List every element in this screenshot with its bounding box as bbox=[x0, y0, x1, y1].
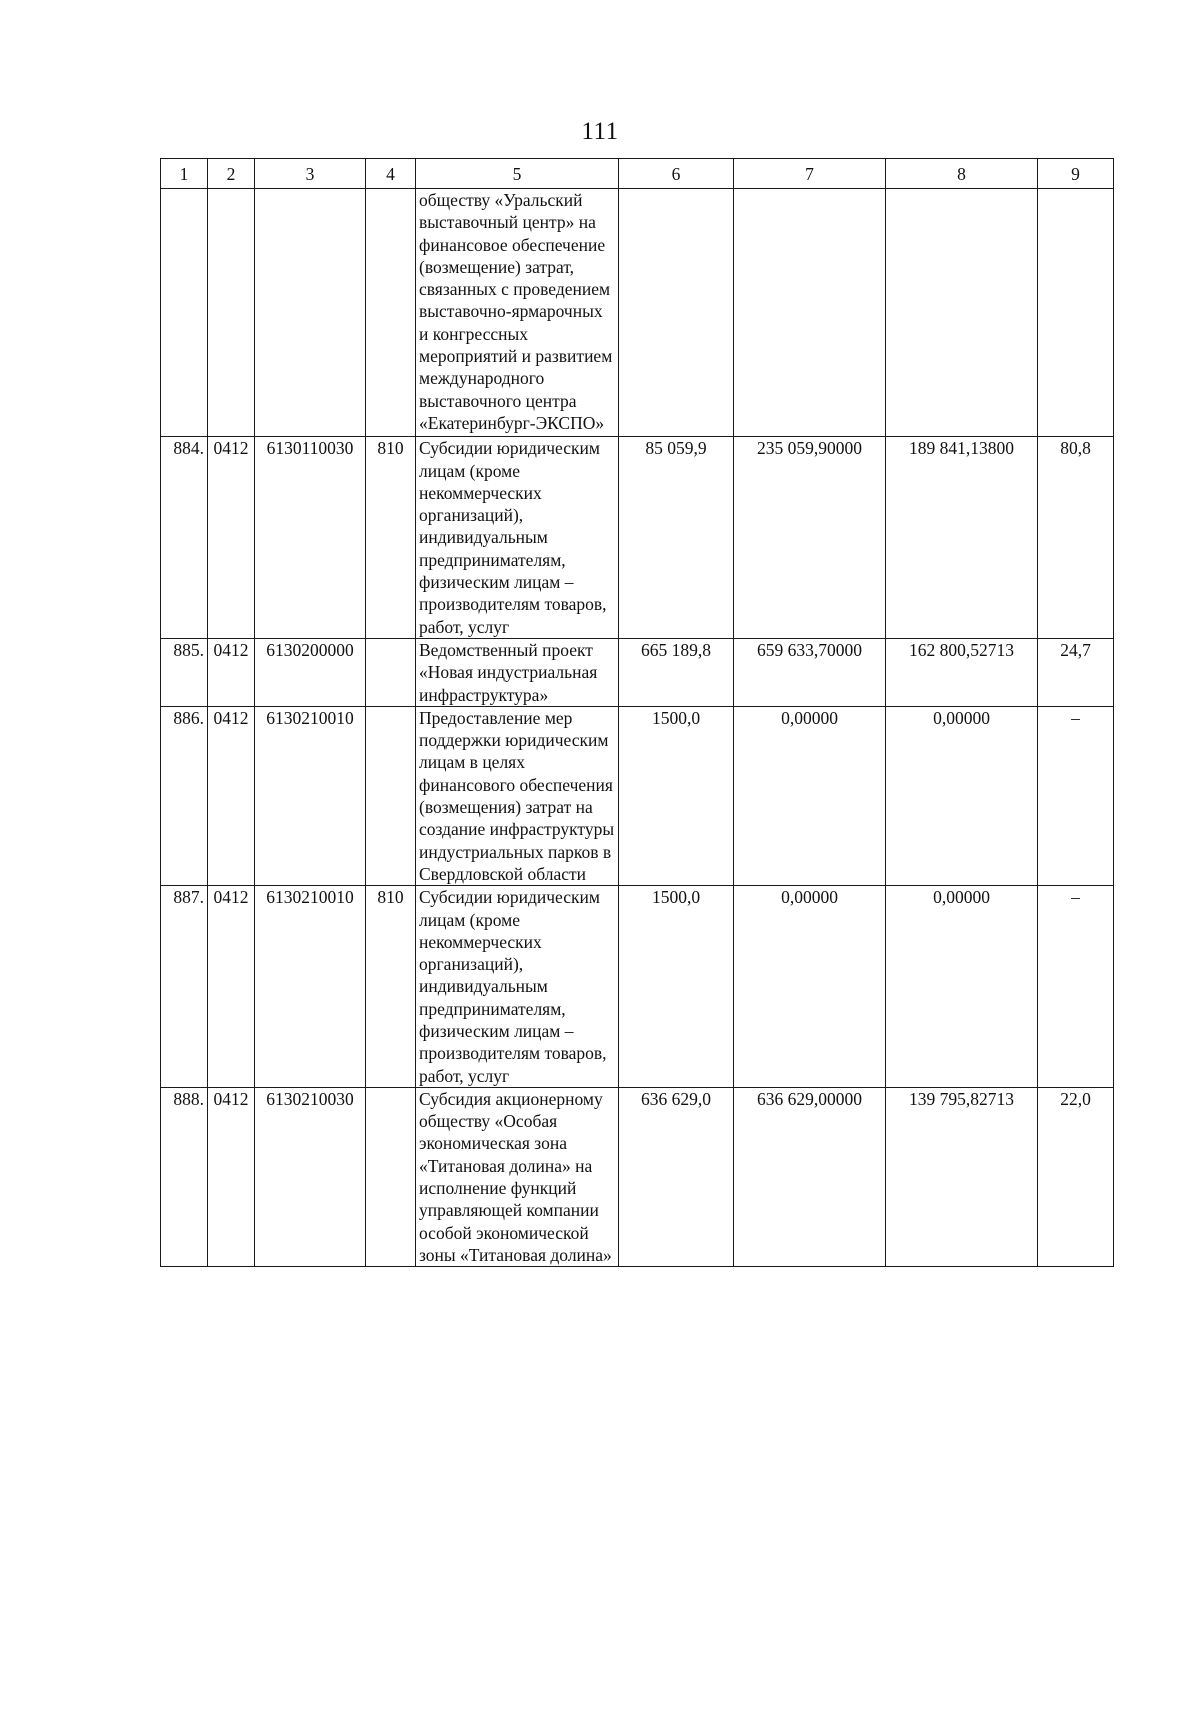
row-number-cell: 885. bbox=[161, 638, 208, 706]
value-cell: 665 189,8 bbox=[619, 638, 734, 706]
expense-type-cell bbox=[366, 638, 416, 706]
value-cell: 636 629,00000 bbox=[734, 1087, 886, 1266]
section-code-cell: 0412 bbox=[208, 706, 255, 885]
table-row bbox=[161, 706, 1114, 885]
value-cell bbox=[886, 189, 1038, 437]
item-name-cell: Ведомственный проект «Новая индустриальная инфраструктура» bbox=[416, 638, 619, 706]
article-code-cell: 6130110030 bbox=[255, 437, 366, 639]
percent-cell: 22,0 bbox=[1038, 1087, 1114, 1266]
expense-type-cell: 810 bbox=[366, 437, 416, 639]
percent-cell: 80,8 bbox=[1038, 437, 1114, 639]
item-name-cell: Предоставление мер поддержки юридическим лицам в целях финансового обеспечения (возмещения) затрат на создание инфраструктуры индустриальных парков в Свердловской области bbox=[416, 706, 619, 885]
expense-type-cell bbox=[366, 706, 416, 885]
table-row bbox=[161, 886, 1114, 1088]
article-code-cell: 6130210010 bbox=[255, 706, 366, 885]
value-cell bbox=[619, 189, 734, 437]
table-row bbox=[161, 1087, 1114, 1266]
value-cell: 0,00000 bbox=[734, 886, 886, 1088]
row-number-cell bbox=[161, 189, 208, 437]
section-code-cell: 0412 bbox=[208, 886, 255, 1088]
article-code-cell: 6130210010 bbox=[255, 886, 366, 1088]
column-header: 4 bbox=[366, 159, 416, 189]
column-header: 3 bbox=[255, 159, 366, 189]
expense-type-cell bbox=[366, 189, 416, 437]
item-name-cell: Субсидии юридическим лицам (кроме некоммерческих организаций), индивидуальным предпринимателям, физическим лицам – производителям товаров, работ, услуг bbox=[416, 437, 619, 639]
value-cell: 636 629,0 bbox=[619, 1087, 734, 1266]
value-cell: 139 795,82713 bbox=[886, 1087, 1038, 1266]
article-code-cell: 6130200000 bbox=[255, 638, 366, 706]
value-cell: 235 059,90000 bbox=[734, 437, 886, 639]
value-cell: 1500,0 bbox=[619, 886, 734, 1088]
section-code-cell: 0412 bbox=[208, 437, 255, 639]
column-header: 9 bbox=[1038, 159, 1114, 189]
value-cell: 85 059,9 bbox=[619, 437, 734, 639]
percent-cell: – bbox=[1038, 706, 1114, 885]
value-cell: 0,00000 bbox=[734, 706, 886, 885]
percent-cell: – bbox=[1038, 886, 1114, 1088]
value-cell: 1500,0 bbox=[619, 706, 734, 885]
budget-table bbox=[160, 158, 1114, 1267]
value-cell: 162 800,52713 bbox=[886, 638, 1038, 706]
value-cell: 0,00000 bbox=[886, 886, 1038, 1088]
column-header: 6 bbox=[619, 159, 734, 189]
section-code-cell bbox=[208, 189, 255, 437]
item-name-cell: обществу «Уральский выставочный центр» на финансовое обеспечение (возмещение) затрат, связанных с проведением выставочно-ярмарочных и конгрессных мероприятий и развитием международного выставочного центра «Екатеринбург-ЭКСПО» bbox=[416, 189, 619, 437]
column-header: 2 bbox=[208, 159, 255, 189]
row-number-cell: 884. bbox=[161, 437, 208, 639]
article-code-cell bbox=[255, 189, 366, 437]
expense-type-cell: 810 bbox=[366, 886, 416, 1088]
article-code-cell: 6130210030 bbox=[255, 1087, 366, 1266]
section-code-cell: 0412 bbox=[208, 638, 255, 706]
row-number-cell: 887. bbox=[161, 886, 208, 1088]
value-cell bbox=[734, 189, 886, 437]
column-header: 7 bbox=[734, 159, 886, 189]
table-row bbox=[161, 638, 1114, 706]
header-row bbox=[161, 159, 1114, 189]
column-header: 1 bbox=[161, 159, 208, 189]
column-header: 5 bbox=[416, 159, 619, 189]
row-number-cell: 886. bbox=[161, 706, 208, 885]
value-cell: 189 841,13800 bbox=[886, 437, 1038, 639]
value-cell: 0,00000 bbox=[886, 706, 1038, 885]
value-cell: 659 633,70000 bbox=[734, 638, 886, 706]
table-row bbox=[161, 437, 1114, 639]
percent-cell bbox=[1038, 189, 1114, 437]
expense-type-cell bbox=[366, 1087, 416, 1266]
table-row bbox=[161, 189, 1114, 437]
page-number: 111 bbox=[581, 118, 619, 145]
column-header: 8 bbox=[886, 159, 1038, 189]
section-code-cell: 0412 bbox=[208, 1087, 255, 1266]
item-name-cell: Субсидия акционерному обществу «Особая экономическая зона «Титановая долина» на исполнение функций управляющей компании особой экономической зоны «Титановая долина» bbox=[416, 1087, 619, 1266]
percent-cell: 24,7 bbox=[1038, 638, 1114, 706]
row-number-cell: 888. bbox=[161, 1087, 208, 1266]
item-name-cell: Субсидии юридическим лицам (кроме некоммерческих организаций), индивидуальным предпринимателям, физическим лицам – производителям товаров, работ, услуг bbox=[416, 886, 619, 1088]
